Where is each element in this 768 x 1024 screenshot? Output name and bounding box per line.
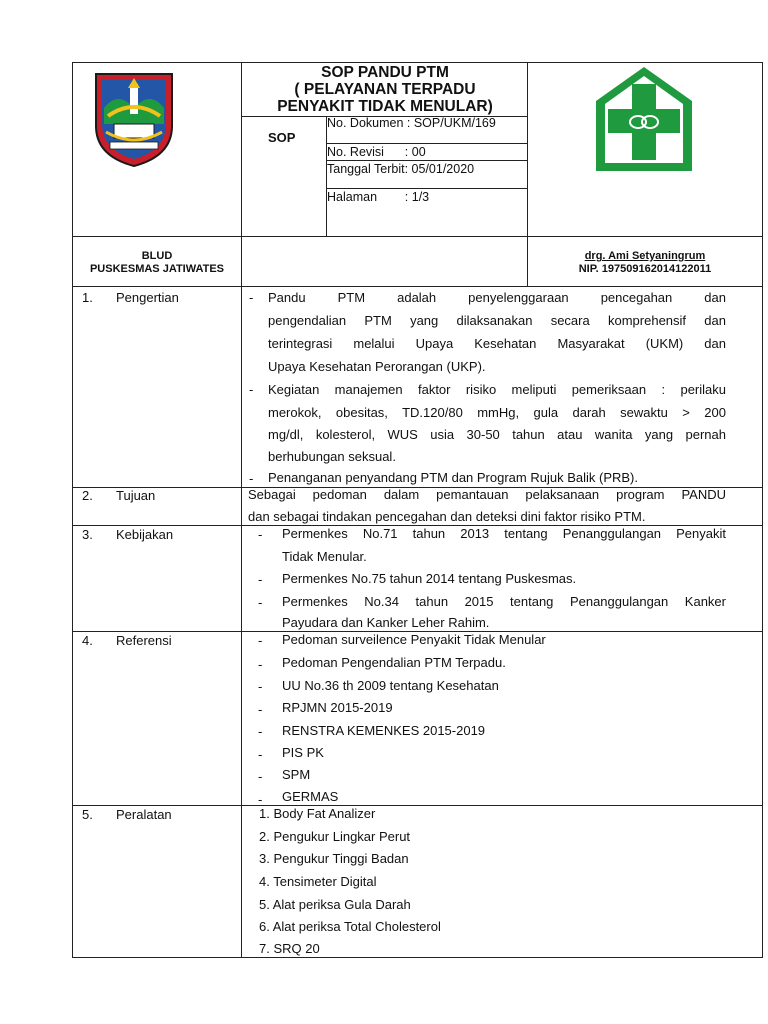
referensi-item-4: RPJMN 2015-2019 [282, 700, 393, 715]
pengertian-line-9: Penanganan penyandang PTM dan Program Rujuk Balik (PRB). [268, 470, 638, 485]
issue-date: Tanggal Terbit: 05/01/2020 [327, 162, 475, 176]
referensi-item-1: Pedoman surveilence Penyakit Tidak Menular [282, 632, 546, 647]
section-number: 2. [82, 488, 93, 503]
peralatan-item-7: 7. SRQ 20 [259, 941, 320, 956]
signer-nip: NIP. 197509162014122011 [578, 263, 712, 275]
referensi-item-5: RENSTRA KEMENKES 2015-2019 [282, 723, 486, 738]
section-label-peralatan: Peralatan [116, 807, 172, 822]
revision-number: No. Revisi : 00 [327, 145, 426, 159]
section-label-tujuan: Tujuan [116, 488, 156, 503]
section-label-referensi: Referensi [116, 633, 172, 648]
bullet-dash: - [258, 633, 263, 648]
bullet-dash: - [258, 769, 263, 784]
pengertian-line-2: pengendalian PTM yang dilaksanakan secara komprehensif dan [268, 313, 726, 328]
title-line-1: SOP PANDU PTM [321, 64, 449, 81]
section-number: 4. [82, 633, 93, 648]
peralatan-item-4: 4. Tensimeter Digital [259, 874, 377, 889]
bullet-dash: - [258, 572, 263, 587]
org-line-1: BLUD [141, 250, 173, 262]
table-border-top [72, 62, 762, 63]
peralatan-item-6: 6. Alat periksa Total Cholesterol [259, 919, 441, 934]
table-border-left [72, 62, 73, 958]
kebijakan-line-2: Tidak Menular. [282, 549, 367, 564]
regional-emblem-icon [92, 68, 176, 168]
signer-block [528, 250, 762, 276]
pengertian-line-5: Kegiatan manajemen faktor risiko meliputi pemeriksaan : perilaku [268, 382, 726, 397]
section-label-kebijakan: Kebijakan [116, 527, 174, 542]
row-line-4 [72, 805, 762, 806]
kebijakan-line-1: Permenkes No.71 tahun 2013 tentang Penanggulangan Penyakit [282, 526, 726, 541]
bullet-dash: - [258, 792, 263, 807]
section-label-pengertian: Pengertian [116, 290, 179, 305]
bullet-dash: - [249, 471, 254, 486]
kebijakan-line-5: Payudara dan Kanker Leher Rahim. [282, 615, 490, 630]
bullet-dash: - [249, 382, 254, 397]
page-number: Halaman : 1/3 [327, 190, 430, 204]
header-band-line [72, 236, 762, 237]
bullet-dash: - [258, 595, 263, 610]
pengertian-line-6: merokok, obesitas, TD.120/80 mmHg, gula darah sewaktu > 200 [268, 405, 726, 420]
organization-name [73, 250, 241, 276]
bullet-dash: - [258, 724, 263, 739]
sop-label: SOP [268, 130, 296, 145]
pengertian-line-4: Upaya Kesehatan Perorangan (UKP). [268, 359, 486, 374]
peralatan-item-3: 3. Pengukur Tinggi Badan [259, 851, 409, 866]
section-number: 1. [82, 290, 93, 305]
bullet-dash: - [249, 290, 254, 305]
bullet-dash: - [258, 702, 263, 717]
tujuan-line-1: Sebagai pedoman dalam pemantauan pelaksanaan program PANDU [248, 487, 726, 502]
peralatan-item-2: 2. Pengukur Lingkar Perut [259, 829, 411, 844]
section-number: 3. [82, 527, 93, 542]
bullet-dash: - [258, 527, 263, 542]
document-title [243, 64, 527, 115]
puskesmas-logo-icon [592, 64, 696, 174]
org-line-2: PUSKESMAS JATIWATES [89, 263, 225, 275]
referensi-item-8: GERMAS [282, 789, 339, 804]
peralatan-item-5: 5. Alat periksa Gula Darah [259, 897, 411, 912]
pengertian-line-1: Pandu PTM adalah penyelenggaraan pencegahan dan [268, 290, 726, 305]
bullet-dash: - [258, 747, 263, 762]
meta-line-3 [326, 188, 527, 189]
referensi-item-2: Pedoman Pengendalian PTM Terpadu. [282, 655, 506, 670]
title-line-2: ( PELAYANAN TERPADU [294, 81, 476, 98]
pengertian-line-3: terintegrasi melalui Upaya Kesehatan Masyarakat (UKM) dan [268, 336, 726, 351]
bullet-dash: - [258, 679, 263, 694]
signer-name: drg. Ami Setyaningrum [584, 250, 706, 262]
kebijakan-line-3: Permenkes No.75 tahun 2014 tentang Puskesmas. [282, 571, 577, 586]
document-number: No. Dokumen : SOP/UKM/169 [327, 116, 496, 130]
referensi-item-7: SPM [282, 767, 311, 782]
kebijakan-line-4: Permenkes No.34 tahun 2015 tentang Penanggulangan Kanker [282, 594, 726, 609]
table-border-bottom [72, 957, 763, 958]
pengertian-line-7: mg/dl, kolesterol, WUS usia 30-50 tahun atau wanita yang pernah [268, 427, 726, 442]
section-number: 5. [82, 807, 93, 822]
meta-left-divider [326, 116, 327, 236]
peralatan-item-1: 1. Body Fat Analizer [259, 806, 376, 821]
meta-line-1 [326, 143, 527, 144]
bullet-dash: - [258, 657, 263, 672]
referensi-item-3: UU No.36 th 2009 tentang Kesehatan [282, 678, 499, 693]
meta-line-2 [326, 160, 527, 161]
pengertian-line-8: berhubungan seksual. [268, 449, 396, 464]
table-border-right [762, 62, 763, 958]
column-divider [241, 62, 242, 958]
referensi-item-6: PIS PK [282, 745, 324, 760]
title-line-3: PENYAKIT TIDAK MENULAR) [277, 98, 493, 115]
tujuan-line-2: dan sebagai tindakan pencegahan dan deteksi dini faktor risiko PTM. [248, 509, 646, 524]
